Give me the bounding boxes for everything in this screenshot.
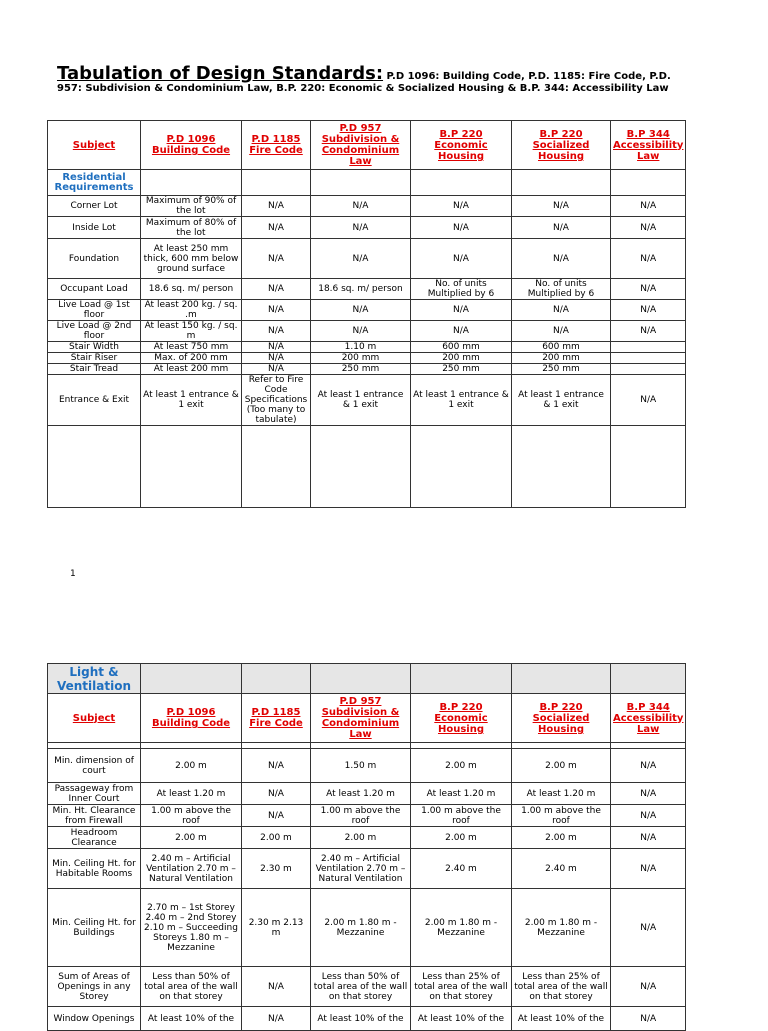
table-cell: 2.00 m	[242, 827, 311, 849]
table-cell: At least 150 kg. / sq. m	[141, 321, 242, 342]
title-main: Tabulation of Design Standards:	[57, 63, 384, 84]
table-cell: N/A	[311, 300, 411, 321]
header-subject: Subject	[48, 694, 141, 743]
section-row	[48, 664, 686, 694]
table-cell: At least 200 mm	[141, 364, 242, 375]
light-ventilation-table	[47, 663, 686, 1031]
table-cell: N/A	[611, 1007, 686, 1031]
table-cell: N/A	[611, 196, 686, 217]
table-cell: N/A	[611, 375, 686, 426]
table-cell: At least 1 entrance & 1 exit	[512, 375, 611, 426]
section-residential: Residential Requirements	[48, 170, 141, 196]
table-cell: At least 1 entrance & 1 exit	[311, 375, 411, 426]
header-bp220-socialized: B.P 220 Socialized Housing	[512, 121, 611, 170]
table-cell: N/A	[512, 239, 611, 279]
table-cell: 2.00 m	[411, 827, 512, 849]
table-cell: 1.00 m above the roof	[512, 805, 611, 827]
table-cell: N/A	[311, 196, 411, 217]
table-cell: Sum of Areas of Openings in any Storey	[48, 967, 141, 1007]
table-cell	[611, 342, 686, 353]
table-cell: Entrance & Exit	[48, 375, 141, 426]
table-cell: Min. Ceiling Ht. for Habitable Rooms	[48, 849, 141, 889]
table-cell: 1.00 m above the roof	[411, 805, 512, 827]
table-cell: N/A	[242, 967, 311, 1007]
table-cell: 200 mm	[512, 353, 611, 364]
empty-row	[48, 426, 686, 508]
table-cell: N/A	[611, 321, 686, 342]
table-cell: At least 1 entrance & 1 exit	[411, 375, 512, 426]
table-cell: At least 10% of the	[411, 1007, 512, 1031]
table-cell: Min. Ht. Clearance from Firewall	[48, 805, 141, 827]
table-cell: 2.00 m 1.80 m - Mezzanine	[512, 889, 611, 967]
table-cell: N/A	[411, 300, 512, 321]
table-header-row	[48, 694, 686, 743]
table-cell: No. of units Multiplied by 6	[512, 279, 611, 300]
table-cell: 2.00 m 1.80 m - Mezzanine	[411, 889, 512, 967]
header-bp220-economic: B.P 220 Economic Housing	[411, 694, 512, 743]
table-cell: N/A	[242, 783, 311, 805]
table-cell: N/A	[242, 196, 311, 217]
table-cell: Maximum of 90% of the lot	[141, 196, 242, 217]
table-cell: No. of units Multiplied by 6	[411, 279, 512, 300]
table-cell: N/A	[611, 849, 686, 889]
table-cell: N/A	[411, 239, 512, 279]
table-row	[48, 805, 686, 827]
table-cell: 2.00 m	[512, 749, 611, 783]
table-cell: Live Load @ 2nd floor	[48, 321, 141, 342]
table-cell: N/A	[242, 749, 311, 783]
table-cell: 1.10 m	[311, 342, 411, 353]
table-cell: N/A	[311, 217, 411, 239]
residential-table	[47, 120, 686, 508]
table-cell: N/A	[512, 196, 611, 217]
table-cell: N/A	[512, 300, 611, 321]
table-cell: Less than 50% of total area of the wall on that storey	[311, 967, 411, 1007]
table-cell: 250 mm	[311, 364, 411, 375]
table-row	[48, 375, 686, 426]
table-cell: N/A	[611, 805, 686, 827]
table-row	[48, 279, 686, 300]
table-cell: 2.70 m – 1st Storey 2.40 m – 2nd Storey 2.10 m – Succeeding Storeys 1.80 m – Mezzanine	[141, 889, 242, 967]
table-cell: 600 mm	[512, 342, 611, 353]
table-row	[48, 300, 686, 321]
table-cell: 2.00 m	[411, 749, 512, 783]
table-cell: N/A	[242, 239, 311, 279]
table-cell: 2.30 m 2.13 m	[242, 889, 311, 967]
table-cell: At least 10% of the	[141, 1007, 242, 1031]
table-cell: 200 mm	[311, 353, 411, 364]
table-cell: 250 mm	[411, 364, 512, 375]
table-cell: N/A	[411, 217, 512, 239]
table-cell: N/A	[242, 279, 311, 300]
table-cell: Stair Riser	[48, 353, 141, 364]
table-cell: N/A	[611, 239, 686, 279]
table-row	[48, 889, 686, 967]
table-cell: N/A	[611, 279, 686, 300]
table-cell: N/A	[242, 217, 311, 239]
table-cell: N/A	[611, 889, 686, 967]
table-cell: 1.50 m	[311, 749, 411, 783]
table-cell: 18.6 sq. m/ person	[311, 279, 411, 300]
table-cell: N/A	[611, 300, 686, 321]
table-cell: Passageway from Inner Court	[48, 783, 141, 805]
table-cell: At least 200 kg. / sq. .m	[141, 300, 242, 321]
table-cell: Less than 50% of total area of the wall on that storey	[141, 967, 242, 1007]
page-gap	[0, 512, 768, 662]
table-cell: N/A	[242, 805, 311, 827]
header-pd957: P.D 957 Subdivision & Condominium Law	[311, 694, 411, 743]
header-pd1185: P.D 1185 Fire Code	[242, 121, 311, 170]
header-pd1096: P.D 1096 Building Code	[141, 121, 242, 170]
table-row	[48, 849, 686, 889]
table-cell: N/A	[411, 321, 512, 342]
table-cell: 1.00 m above the roof	[141, 805, 242, 827]
table-cell	[611, 353, 686, 364]
table-row	[48, 353, 686, 364]
table-cell: Live Load @ 1st floor	[48, 300, 141, 321]
table-cell: 2.00 m	[141, 827, 242, 849]
table-row	[48, 364, 686, 375]
table-cell: At least 1 entrance & 1 exit	[141, 375, 242, 426]
table-row	[48, 827, 686, 849]
table-cell: At least 250 mm thick, 600 mm below ground surface	[141, 239, 242, 279]
table-cell: Occupant Load	[48, 279, 141, 300]
table-cell: 2.40 m – Artificial Ventilation 2.70 m – Natural Ventilation	[141, 849, 242, 889]
table-cell: Min. dimension of court	[48, 749, 141, 783]
table-cell: N/A	[242, 1007, 311, 1031]
header-pd1096: P.D 1096 Building Code	[141, 694, 242, 743]
table-cell: N/A	[611, 783, 686, 805]
table-header-row	[48, 121, 686, 170]
section-light-ventilation: Light & Ventilation	[48, 664, 141, 694]
table-row	[48, 196, 686, 217]
table-cell: 2.00 m	[141, 749, 242, 783]
table-cell: N/A	[242, 353, 311, 364]
header-bp220-economic: B.P 220 Economic Housing	[411, 121, 512, 170]
table-cell: 2.00 m	[311, 827, 411, 849]
title-rest: P.D 1096: Building Code, P.D. 1185: Fire Code, P.D. 957: Subdivision & Condominium Law, B.P. 220: Economic & Socialized Housing & B.P. 344: Accessibility Law	[57, 71, 671, 94]
page-number: 1	[70, 569, 76, 579]
table-row	[48, 783, 686, 805]
table-cell: Stair Width	[48, 342, 141, 353]
table-cell: N/A	[242, 364, 311, 375]
table-cell: Inside Lot	[48, 217, 141, 239]
table-cell: Headroom Clearance	[48, 827, 141, 849]
table-cell: N/A	[512, 217, 611, 239]
section-row	[48, 170, 686, 196]
table-cell: 2.30 m	[242, 849, 311, 889]
table-cell: At least 1.20 m	[311, 783, 411, 805]
table-cell: Corner Lot	[48, 196, 141, 217]
table-cell: Foundation	[48, 239, 141, 279]
table-cell: N/A	[311, 321, 411, 342]
table-cell: At least 10% of the	[512, 1007, 611, 1031]
table-cell: 2.00 m	[512, 827, 611, 849]
table-cell	[611, 364, 686, 375]
table-row	[48, 967, 686, 1007]
document-title	[57, 63, 697, 95]
table-cell: At least 1.20 m	[512, 783, 611, 805]
table-cell: At least 1.20 m	[141, 783, 242, 805]
table-row	[48, 239, 686, 279]
header-pd957: P.D 957 Subdivision & Condominium Law	[311, 121, 411, 170]
table-cell: At least 750 mm	[141, 342, 242, 353]
table-cell: Window Openings	[48, 1007, 141, 1031]
table-cell: 250 mm	[512, 364, 611, 375]
table-cell: 2.40 m	[512, 849, 611, 889]
table-cell: 18.6 sq. m/ person	[141, 279, 242, 300]
table-cell: N/A	[611, 217, 686, 239]
table-cell: N/A	[611, 967, 686, 1007]
table-cell: 600 mm	[411, 342, 512, 353]
table-cell: Refer to Fire Code Specifications (Too many to tabulate)	[242, 375, 311, 426]
header-bp344: B.P 344 Accessibility Law	[611, 694, 686, 743]
table-cell: N/A	[512, 321, 611, 342]
table-cell: 1.00 m above the roof	[311, 805, 411, 827]
table-cell: 2.00 m 1.80 m - Mezzanine	[311, 889, 411, 967]
header-bp220-socialized: B.P 220 Socialized Housing	[512, 694, 611, 743]
table-cell: Less than 25% of total area of the wall on that storey	[411, 967, 512, 1007]
table-cell: N/A	[242, 342, 311, 353]
table-row	[48, 1007, 686, 1031]
table-cell: N/A	[611, 749, 686, 783]
table-cell: Less than 25% of total area of the wall on that storey	[512, 967, 611, 1007]
table-row	[48, 749, 686, 783]
table-cell: Stair Tread	[48, 364, 141, 375]
table-cell: Maximum of 80% of the lot	[141, 217, 242, 239]
table-cell: N/A	[611, 827, 686, 849]
header-pd1185: P.D 1185 Fire Code	[242, 694, 311, 743]
table-row	[48, 217, 686, 239]
header-bp344: B.P 344 Accessibility Law	[611, 121, 686, 170]
table-cell: At least 1.20 m	[411, 783, 512, 805]
header-subject: Subject	[48, 121, 141, 170]
table-cell: 2.40 m	[411, 849, 512, 889]
table-row	[48, 321, 686, 342]
table-cell: 200 mm	[411, 353, 512, 364]
table-row	[48, 342, 686, 353]
table-cell: 2.40 m – Artificial Ventilation 2.70 m – Natural Ventilation	[311, 849, 411, 889]
table-cell: N/A	[311, 239, 411, 279]
table-cell: N/A	[242, 300, 311, 321]
table-cell: N/A	[411, 196, 512, 217]
table-cell: At least 10% of the	[311, 1007, 411, 1031]
table-cell: Max. of 200 mm	[141, 353, 242, 364]
table-cell: N/A	[242, 321, 311, 342]
table-cell: Min. Ceiling Ht. for Buildings	[48, 889, 141, 967]
